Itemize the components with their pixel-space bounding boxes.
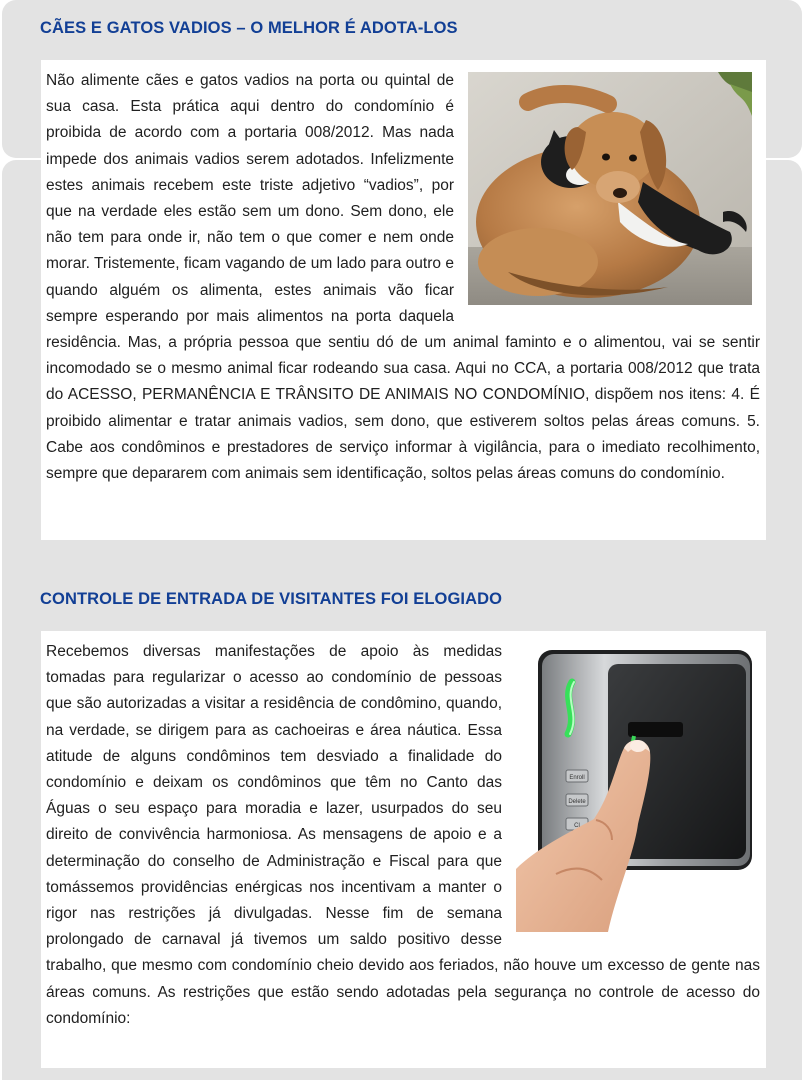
section-title-visitor-control: CONTROLE DE ENTRADA DE VISITANTES FOI ELOGIADO: [40, 590, 503, 608]
article-visitor-control-text: Recebemos diversas manifestações de apoio às medidas tomadas para regularizar o acesso ao condomínio de pessoas que são autorizadas a visitar a residência de condômino, quando, na verdade, se dirigem para as cachoeiras e área náutica. Essa atitude de alguns condôminos tem desviado a finalidade do condomínio e deixam os condôminos que têm no Canto das Águas o seu espaço para moradia e lazer, usurpados do seu direito de convivência harmoniosa. As mensagens de apoio e a determinação do conselho de Administração e Fiscal para que tomássemos providências enérgicas nos incentivam a manter o rigor nas restrições já divulgadas. Nesse fim de semana prolongado de carnaval já tivemos um saldo positivo desse trabalho, que mesmo com condomínio cheio devido aos feriados, não houve um excesso de gente nas áreas comuns. As restrições que estão sendo adotadas pela segurança no controle de acesso do condomínio:: [46, 643, 760, 1027]
dog-hugging-cat-photo: [468, 72, 752, 305]
article-visitor-control: [41, 631, 766, 1068]
section-title-stray-animals: CÃES E GATOS VADIOS – O MELHOR É ADOTA-LOS: [40, 19, 458, 37]
fingerprint-scanner-photo: [516, 644, 752, 932]
scanner-button-cl-label: Cl: [574, 823, 580, 829]
scanner-button-enroll-label: Enroll: [569, 775, 585, 781]
scanner-button-delete-label: Delete: [568, 799, 586, 805]
article-stray-animals: [41, 60, 766, 540]
article-stray-animals-text: Não alimente cães e gatos vadios na porta ou quintal de sua casa. Esta prática aqui dentro do condomínio é proibida de acordo com a portaria 008/2012. Mas nada impede dos animais vadios serem adotados. Infelizmente estes animais recebem este triste adjetivo “vadios”, por que na verdade eles estão sem um dono. Sem dono, ele não tem para onde ir, não tem o que comer e nem onde morar. Tristemente, ficam vagando de um lado para outro e quando alguém os alimenta, estes animais vão ficar sempre esperando por mais alimentos na porta daquela residência. Mas, a própria pessoa que sentiu dó de um animal faminto e o alimentou, vai se sentir incomodado se o mesmo animal ficar rodeando sua casa. Aqui no CCA, a portaria 008/2012 que trata do ACESSO, PERMANÊNCIA E TRÂNSITO DE ANIMAIS NO CONDOMÍNIO, dispõem nos itens: 4. É proibido alimentar e tratar animais vadios, sem dono, que estiverem soltos pelas áreas comuns. 5. Cabe aos condôminos e prestadores de serviço informar à vigilância, para o imediato recolhimento, sempre que depararem com animais sem identificação, soltos pelas áreas comuns do condomínio.: [46, 72, 760, 483]
